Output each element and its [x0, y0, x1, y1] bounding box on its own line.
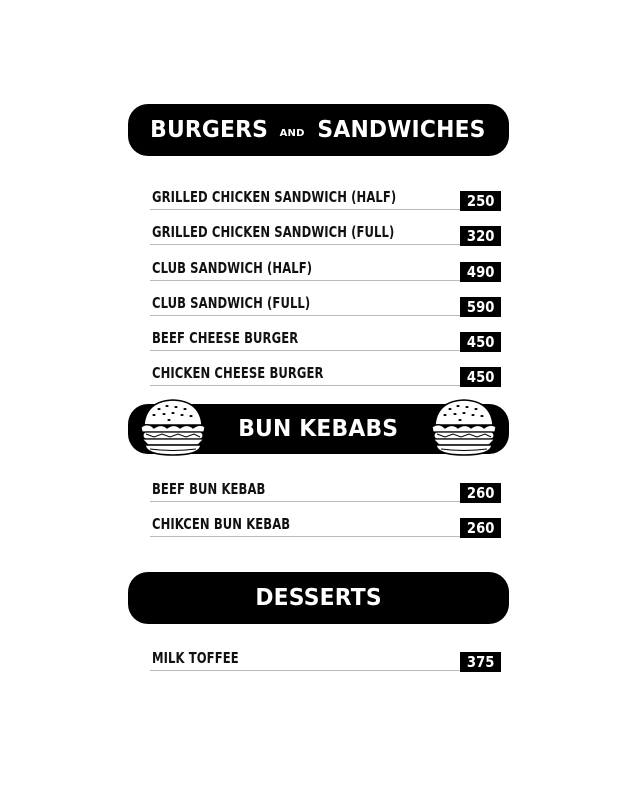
section-title-joiner: AND	[279, 127, 305, 139]
menu-item-name: CLUB SANDWICH (FULL)	[152, 294, 311, 312]
price-text: 450	[466, 333, 495, 351]
burger-icon	[425, 395, 503, 461]
menu-item-price	[460, 652, 501, 672]
menu-item-row	[150, 321, 501, 351]
price-text: 375	[466, 653, 495, 671]
menu-item-row	[150, 215, 501, 245]
menu-item-price	[460, 262, 501, 282]
menu-item-price	[460, 483, 501, 503]
divider-line	[150, 670, 501, 671]
menu-item-price	[460, 367, 501, 387]
section-title-desserts: DESSERTS	[255, 585, 382, 611]
divider-line	[150, 209, 501, 210]
menu-item-name: GRILLED CHICKEN SANDWICH (HALF)	[152, 188, 397, 206]
section-banner-bun-kebabs	[128, 404, 509, 454]
divider-line	[150, 385, 501, 386]
menu-item-name: BEEF BUN KEBAB	[152, 480, 266, 498]
menu-item-name: CHICKEN CHEESE BURGER	[152, 364, 324, 382]
menu-item-name: GRILLED CHICKEN SANDWICH (FULL)	[152, 223, 395, 241]
price-text: 250	[466, 192, 495, 210]
menu-item-row	[150, 507, 501, 537]
section-banner-burgers-and-sandwiches	[128, 104, 509, 156]
menu-item-row	[150, 356, 501, 386]
price-text: 450	[466, 368, 495, 386]
menu-item-row	[150, 641, 501, 671]
divider-line	[150, 244, 501, 245]
menu-item-row	[150, 180, 501, 210]
menu-item-row	[150, 251, 501, 281]
menu-item-row	[150, 472, 501, 502]
menu-item-price	[460, 332, 501, 352]
menu-item-name: CLUB SANDWICH (HALF)	[152, 259, 313, 277]
section-banner-desserts	[128, 572, 509, 624]
menu-item-price	[460, 518, 501, 538]
price-text: 590	[466, 298, 495, 316]
section-title-bun-kebabs: BUN KEBABS	[238, 416, 399, 442]
price-text: 490	[466, 263, 495, 281]
menu-item-row	[150, 286, 501, 316]
section-title-burgers: BURGERS	[150, 117, 269, 143]
divider-line	[150, 536, 501, 537]
price-text: 320	[466, 227, 495, 245]
menu-item-price	[460, 297, 501, 317]
divider-line	[150, 501, 501, 502]
menu-item-price	[460, 226, 501, 246]
price-text: 260	[466, 519, 495, 537]
divider-line	[150, 350, 501, 351]
price-text: 260	[466, 484, 495, 502]
menu-item-name: BEEF CHEESE BURGER	[152, 329, 299, 347]
menu-item-name: MILK TOFFEE	[152, 649, 239, 667]
divider-line	[150, 280, 501, 281]
divider-line	[150, 315, 501, 316]
section-title-sandwiches: SANDWICHES	[317, 117, 486, 143]
burger-icon	[134, 395, 212, 461]
menu-item-price	[460, 191, 501, 211]
menu-item-name: CHIKCEN BUN KEBAB	[152, 515, 291, 533]
